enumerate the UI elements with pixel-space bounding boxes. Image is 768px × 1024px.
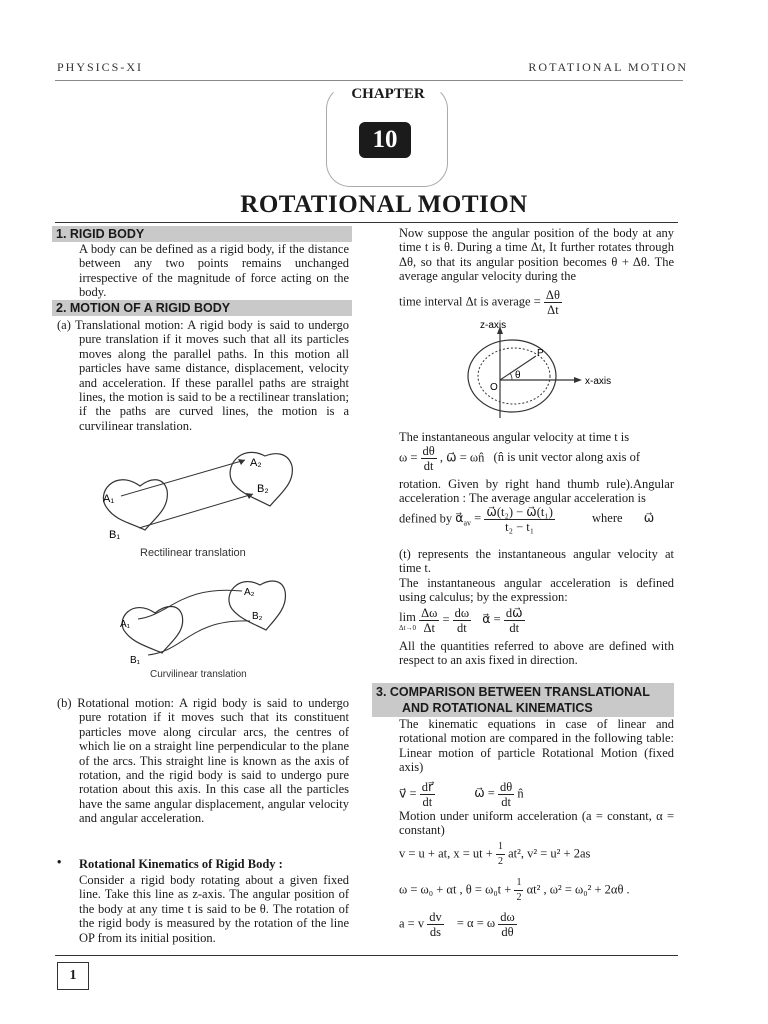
angular-position-text: Now suppose the angular position of the body at any time t is θ. During a time Δt, It further rotates through Δθ, so that its angular position becomes θ + Δθ. The average angular velocity during the — [399, 226, 674, 284]
label-b1: B₁ — [109, 529, 121, 541]
rotation-axis-figure — [440, 318, 630, 430]
rotational-kinematics-heading: Rotational Kinematics of Rigid Body : — [79, 857, 283, 871]
rotational-kinematics-text: Consider a rigid body rotating about a given fixed line. Take this line as z-axis. The angular position of the body at any time t is said to be θ. The rotation of the rigid body is measured by the rotation of the line OP from its initial position. — [79, 873, 349, 945]
comparison-text: The kinematic equations in case of linear and rotational motion are compared in the following table: Linear motion of particle Rotational Motion (fixed axis) — [399, 717, 674, 775]
alpha-av-symbol: $\alpha⃗_{av}$ = — [455, 511, 482, 528]
x-axis-arrow — [574, 377, 582, 383]
rotational-kinematics-eq: ω = ω₀ + αt , θ = ω₀t + $\frac{1}{2}$ αt² , ω² = ω₀² + 2αθ . — [399, 877, 630, 903]
header-rule — [55, 80, 683, 81]
rectilinear-caption: Rectilinear translation — [140, 547, 246, 559]
title-rule — [55, 222, 678, 223]
header-chapter-title: ROTATIONAL MOTION — [528, 60, 688, 74]
section-heading-comparison — [372, 683, 674, 717]
omega-lhs: ω = — [399, 450, 418, 465]
avg-den: Δt — [547, 303, 559, 317]
instantaneous-velocity-eq — [399, 444, 674, 473]
curv-label-b2: B₂ — [252, 611, 263, 622]
lim-fraction-2: $\frac{d\omega}{dt}$ — [454, 606, 470, 635]
x-axis-label: x-axis — [585, 376, 612, 387]
translational-motion-text: (a) Translational motion: A rigid body is said to undergo pure translation if it moves such that all its particles moves along the parallel paths. In this motion all particles have same distance, displacement, velocity and acceleration. If these parallel paths are straight lines, the motion is said to be a rectilinear translation; if the paths are curved lines, the motion is a curvilinear translation. — [57, 318, 349, 433]
linear-kinematics-eq: v = u + at, x = ut + $\frac{1}{2}$ at², v² = u² + 2as — [399, 841, 591, 867]
avg-velocity-label: time interval Δt is average = — [399, 294, 541, 309]
v-fraction: $\frac{dr⃗}{dt}$ — [421, 780, 434, 809]
footer-rule — [55, 955, 678, 956]
curv-body-outline-2 — [229, 581, 286, 630]
curvilinear-caption: Curvilinear translation — [150, 669, 247, 680]
w-lhs: ω⃗ = — [474, 786, 495, 801]
unit-vector-note: (n̂ is unit vector along axis of — [493, 450, 641, 465]
section-heading-motion: 2. MOTION OF A RIGID BODY — [52, 300, 352, 316]
angular-velocity-note: (t) represents the instantaneous angular velocity at time t. — [399, 547, 674, 576]
section-heading-rigid-body: 1. RIGID BODY — [52, 226, 352, 242]
alpha-av-den: t₂ − t₁ — [505, 520, 535, 534]
alpha-av-num: ω⃗(t₂) − ω⃗(t₁) — [486, 505, 553, 519]
where-label: where — [592, 511, 623, 526]
limit-acceleration-eq — [399, 606, 525, 635]
avg-num: Δθ — [545, 288, 560, 302]
curvilinear-figure — [110, 575, 310, 667]
curv-label-a1: A₁ — [120, 619, 131, 630]
comparison-heading-line1: 3. COMPARISON BETWEEN TRANSLATIONAL — [376, 685, 650, 699]
lim-fraction-3: $\frac{d\omega⃗}{dt}$ — [505, 606, 523, 635]
rigid-body-text: A body can be defined as a rigid body, if the distance between any two points remains unchanged irrespective of the magnitude of force acting on the body. — [79, 242, 349, 300]
point-p-label: P — [537, 348, 544, 359]
lim-operator: lim Δt→0 — [399, 609, 416, 632]
label-a2: A₂ — [250, 457, 262, 469]
k1-fraction: $\frac{1}{2}$ — [497, 841, 503, 867]
bullet-dot: • — [57, 855, 62, 869]
label-b2: B₂ — [257, 483, 269, 495]
page-number: 1 — [57, 962, 89, 990]
omega-vector: , ω⃗ = ωn̂ — [439, 450, 485, 465]
theta-arc — [510, 373, 512, 380]
curv-label-b1: B₁ — [130, 655, 141, 666]
alpha-av-fraction — [484, 505, 555, 534]
curv-label-a2: A₂ — [244, 587, 255, 598]
k3-fraction-2: $\frac{d\omega}{d\theta}$ — [500, 910, 515, 939]
v-lhs: v⃗ = — [399, 786, 417, 801]
path-b — [139, 494, 253, 528]
lim-fraction-1: $\frac{\Delta\omega}{\Delta t}$ — [421, 606, 438, 635]
chapter-label: CHAPTER — [340, 86, 436, 103]
label-a1: A₁ — [103, 493, 115, 505]
average-angular-velocity-eq — [399, 288, 562, 317]
curv-path-a — [138, 590, 242, 619]
z-axis-label: z-axis — [480, 320, 507, 331]
defined-by-label: defined by — [399, 511, 453, 526]
omega-num: dθ — [422, 444, 435, 458]
w-unit-vector: n̂ — [517, 786, 524, 801]
rotational-motion-text: (b) Rotational motion: A rigid body is said to undergo pure rotation if it moves such that its constituent particles move along circular arcs, the centres of which lie on a straight line perpendicular to the plane of the arcs. This straight line is known as the axis of rotation, and the rigid body is said to undergo pure rotation about this axis. In this case all the particles have the same angular displacement, angular velocity and angular acceleration. — [57, 696, 349, 826]
theta-label: θ — [515, 370, 521, 381]
uniform-acceleration-text: Motion under uniform acceleration (a = constant, α = constant) — [399, 809, 674, 838]
omega-vector-symbol: ω⃗ — [643, 511, 655, 526]
w-fraction: $\frac{d\theta}{dt}$ — [500, 780, 513, 809]
rectilinear-figure — [95, 448, 335, 546]
origin-label: O — [490, 382, 498, 393]
omega-fraction — [421, 444, 437, 473]
path-a — [121, 460, 245, 496]
header-subject: PHYSICS-XI — [57, 60, 144, 74]
lim-equals: = — [442, 612, 450, 627]
acceleration-relation-eq: a = v $\frac{dv}{ds}$ = α = ω $\frac{d\omega}{d\theta}$ — [399, 910, 515, 939]
omega-den: dt — [423, 459, 434, 473]
angular-acceleration-text: rotation. Given by right hand thumb rule).Angular acceleration : The average angular acceleration is — [399, 477, 674, 506]
k2-fraction: $\frac{1}{2}$ — [516, 877, 522, 903]
velocity-definitions-eq — [399, 780, 524, 809]
curv-path-b — [148, 621, 250, 655]
average-acceleration-eq — [399, 505, 674, 534]
page-title: ROTATIONAL MOTION — [240, 191, 528, 218]
instantaneous-acceleration-text: The instantaneous angular acceleration is defined using calculus; by the expression: — [399, 576, 674, 605]
avg-velocity-fraction — [544, 288, 562, 317]
k3-fraction-1: $\frac{dv}{ds}$ — [429, 910, 442, 939]
fixed-axis-note: All the quantities referred to above are defined with respect to an axis fixed in direction. — [399, 639, 674, 668]
alpha-lhs: α⃗ = — [482, 612, 501, 627]
comparison-heading-line2: AND ROTATIONAL KINEMATICS — [402, 701, 593, 715]
instantaneous-velocity-text: The instantaneous angular velocity at time t is — [399, 430, 630, 444]
chapter-number: 10 — [359, 122, 411, 158]
